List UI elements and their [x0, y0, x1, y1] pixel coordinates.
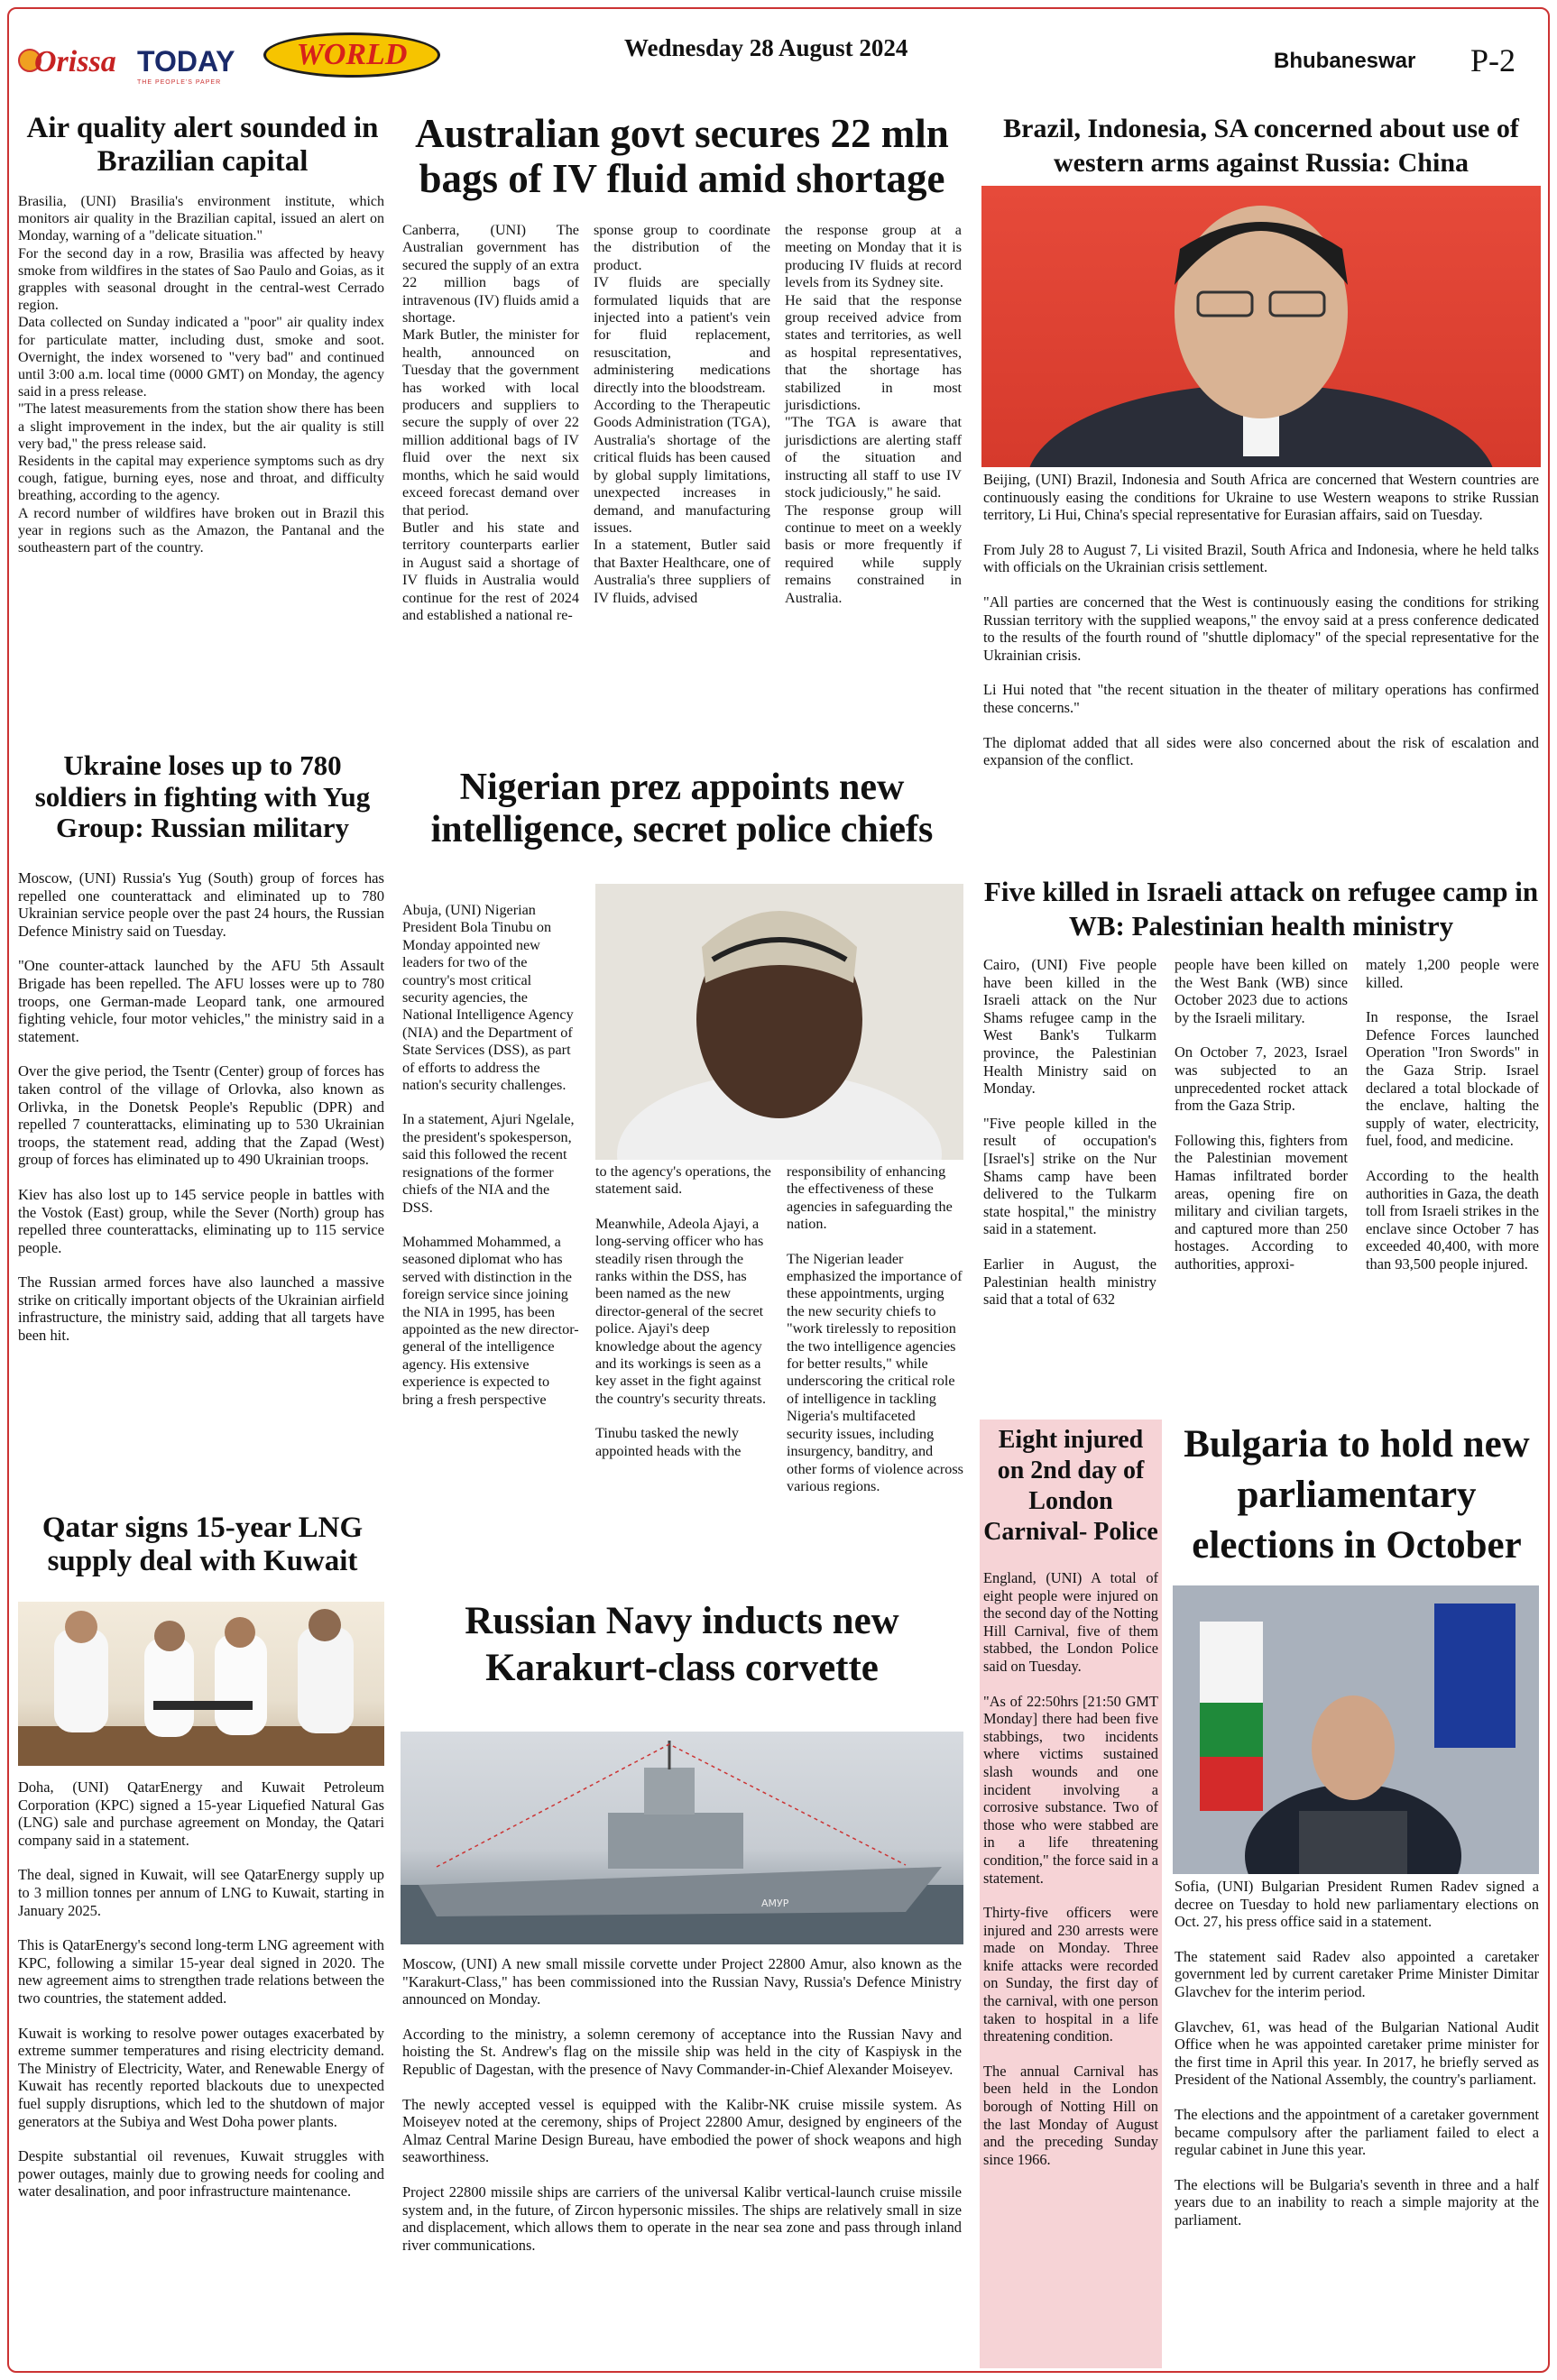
china-paragraph: "All parties are concerned that the West is continuously easing the conditions for striking Russian territory with the supplied weapons," the envoy said at a press conference dedicated to the results of the fourth round of "shuttle diplomacy" of the special representative for the Ukrainian crisis. [983, 593, 1539, 664]
navy-headline: Russian Navy inducts new Karakurt-class corvette [465, 1600, 899, 1690]
page-number: P-2 [1470, 42, 1516, 78]
qatar-paragraph: Despite substantial oil revenues, Kuwait struggles with power outages, mainly due to growing needs for cooling and water desalination, and poor infrastructure maintenance. [18, 2147, 384, 2201]
iv-headline: Australian govt secures 22 mln bags of IV fluid amid shortage [415, 111, 949, 201]
portrait-illustration [1173, 1585, 1539, 1874]
nigeria-col-3 [787, 1163, 963, 1495]
qatar-paragraph: This is QatarEnergy's second long-term LNG agreement with KPC, following a similar 15-year deal signed in 2020. The new agreement aims to strengthen trade relations between the two countries, the statement added. [18, 1936, 384, 2007]
iv-col-2: sponse group to coordinate the distribution of the product. IV fluids are specially formulated liquids that are injected into a patient's vein for fluid replacement, resuscitation, and administering medications directly into the bloodstream. According to the Therapeutic Goods Administration (TGA), Australia's shortage of the critical fluids has been caused by global supply limitations, unexpected increases in demand, and manufacturing issues. In a statement, Butler said that Baxter Healthcare, one of Australia's three suppliers of IV fluids, advised [594, 222, 770, 606]
nigeria-col-1 [402, 902, 579, 1409]
nigeria-paragraph: The Nigerian leader emphasized the importance of these appointments, urging the new security chiefs to "work tirelessly to reposition the two intelligence agencies for better results," while underscoring the critical role of intelligence in tackling Nigeria's multifaceted security issues, including insurgency, banditry, and other forms of violence across various regions. [787, 1250, 963, 1494]
navy-paragraph: Moscow, (UNI) A new small missile corvette under Project 22800 Amur, also known as the "Karakurt-Class," has been commissioned into the Russian Navy, Russia's Defence Ministry announced on Monday. [402, 1955, 962, 2008]
london-paragraph: Thirty-five officers were injured and 230 arrests were made on Monday. Three knife attacks were recorded on Sunday, the first day of the carnival, with one person taken to hospital in a life threatening condition. [983, 1904, 1158, 2045]
bulgaria-paragraph: The elections and the appointment of a caretaker government became compulsory after the parliament failed to elect a regular cabinet in June this year. [1175, 2105, 1539, 2159]
nigeria-paragraph: Mohammed Mohammed, a seasoned diplomat who has served with distinction in the foreign service since joining the NIA in 1995, has been appointed as the new director-general of the intelligence agency. His extensive experience is expected to bring a fresh perspective [402, 1233, 579, 1408]
ship-illustration [401, 1732, 963, 1944]
iv-col-3: the response group at a meeting on Monday that it is producing IV fluids at record levels from its Sydney site. He said that the response group received advice from states and territories, as well as hospital representatives, that the shortage has stabilized in most jurisdictions. "The TGA is aware that jurisdictions are alerting staff of the situation and instructing all staff to use IV stock judiciously," he said. The response group will continue to meet on a weekly basis or more frequently if required while supply remains constrained in Australia. [785, 222, 962, 606]
portrait-illustration [981, 186, 1541, 467]
ukraine-body [18, 869, 384, 1362]
bulgaria-paragraph: The statement said Radev also appointed a caretaker government led by current caretaker Prime Minister Dimitar Glavchev for the interim period. [1175, 1947, 1539, 2000]
qatar-paragraph: Doha, (UNI) QatarEnergy and Kuwait Petroleum Corporation (KPC) signed a 15-year Liquefied Natural Gas (LNG) sale and purchase agreement on Monday, the Qatari company said in a statement. [18, 1778, 384, 1849]
london-paragraph: England, (UNI) A total of eight people were injured on the second day of the Notting Hill Carnival, five of them stabbed, the London Police said on Tuesday. [983, 1569, 1158, 1675]
logo-tag: THE PEOPLE'S PAPER [137, 79, 222, 86]
qatar-headline: Qatar signs 15-year LNG supply deal with Kuwait [41, 1512, 364, 1577]
ukraine-paragraph: "One counter-attack launched by the AFU 5th Assault Brigade has been repelled. The AFU losses were up to 780 troops, one German-made Leopard tank, one armoured fighting vehicle, four motor vehicles," the ministry said in a statement. [18, 957, 384, 1045]
london-body [983, 1569, 1158, 2168]
nigeria-col-2 [595, 1163, 772, 1460]
ukraine-headline: Ukraine loses up to 780 soldiers in fighting with Yug Group: Russian military [34, 749, 371, 844]
israel-col-2 [1175, 956, 1348, 1273]
israel-paragraph: Cairo, (UNI) Five people have been killed in the Israeli attack on the Nur Shams refugee camp in the West Bank's Tulkarm province, the Palestinian Health Ministry said on Monday. [983, 956, 1156, 1098]
israel-col-1 [983, 956, 1156, 1309]
ship-name-label: АМУР [761, 1898, 789, 1909]
israel-paragraph: According to the health authorities in Gaza, the death toll from Israeli strikes in the enclave since October 7 has exceeded 40,400, with more than 93,500 people injured. [1366, 1166, 1539, 1273]
israel-paragraph: On October 7, 2023, Israel was subjected to an unprecedented rocket attack from the Gaza Strip. [1175, 1043, 1348, 1115]
china-paragraph: Li Hui noted that "the recent situation in the theater of military operations has confirmed these concerns." [983, 681, 1539, 716]
iv-col-1: Canberra, (UNI) The Australian government has secured the supply of an extra 22 million bags of intravenous (IV) fluids amid a shortage. Mark Butler, the minister for health, announced on Tuesday that the government has worked with local producers and suppliers to secure the supply of over 22 million additional bags of IV fluid over the next six months, which he said would exceed forecast demand over that period. Butler and his state and territory counterparts earlier in August said a shortage of IV fluids in Australia would continue for the rest of 2024 and established a national re- [402, 222, 579, 623]
qatar-signing-photo [18, 1602, 384, 1766]
portrait-illustration [595, 884, 963, 1160]
nigeria-paragraph: to the agency's operations, the statement said. [595, 1163, 771, 1198]
qatar-paragraph: The deal, signed in Kuwait, will see QatarEnergy supply up to 3 million tonnes per annum of LNG to Kuwait, starting in January 2025. [18, 1866, 384, 1919]
china-paragraph: Beijing, (UNI) Brazil, Indonesia and South Africa are concerned that Western countries are continuously easing the conditions for Ukraine to use Western weapons to strike Russian territory, Li Hui, China's special representative for Eurasian affairs, said on Tuesday. [983, 471, 1539, 524]
nigeria-paragraph: Tinubu tasked the newly appointed heads with the [595, 1425, 742, 1459]
israel-paragraph: Earlier in August, the Palestinian health ministry said that a total of 632 [983, 1254, 1156, 1309]
tinubu-photo [595, 884, 963, 1160]
nigeria-paragraph: In a statement, Ajuri Ngelale, the president's spokesperson, said this followed the recent resignations of the former chiefs of the NIA and the DSS. [402, 1111, 575, 1216]
israel-paragraph: "Five people killed in the result of occupation's [Israel's] strike on the Nur Shams camp have been delivered to the Tulkarm state hospital," the ministry said in a statement. [983, 1114, 1156, 1238]
corvette-photo [401, 1732, 963, 1944]
london-paragraph: "As of 22:50hrs [21:50 GMT Monday] there had been five stabbings, two incidents where victims sustained slash wounds and one incident involving a corrosive substance. Two of those who were stabbed are in a life threatening condition," the force said in a statement. [983, 1692, 1158, 1887]
israel-paragraph: people have been killed on the West Bank (WB) since October 2023 due to actions by the Israeli military. [1175, 956, 1348, 1026]
logo-today: TODAY [137, 45, 235, 78]
city: Bhubaneswar [1274, 49, 1416, 73]
ukraine-paragraph: Over the give period, the Tsentr (Center) group of forces has taken control of the village of Orlovka, also known as Orlivka, in the Donetsk People's Republic (DPR) and repelled 7 counterattacks, eliminating up to 530 Ukrainian troops, the statement read, adding that the Zapad (West) group of forces has eliminated up to 490 Ukrainian troops. [18, 1062, 384, 1169]
nigeria-paragraph: responsibility of enhancing the effectiveness of these agencies in safeguarding the nation. [787, 1163, 953, 1233]
logo-orissa: Orissa [34, 45, 116, 78]
air-paragraph: Brasilia, (UNI) Brasilia's environment institute, which monitors air quality in the Brazilian capital, issued an alert on Monday, warning of a "delicate situation." For the second day in a row, Brasilia was affected by heavy smoke from wildfires in the states of Sao Paulo and Goias, as it grapples with seasonal drought in the central-west Cerrado region. Data collected on Sunday indicated a "poor" air quality index for particulate matter, including dust, smoke and soot. Overnight, the index worsened to "very bad" and continued until 3:00 a.m. local time (0000 GMT) on Monday, the agency said in a press release. "The latest measurements from the station show there has been a slight improvement in the index, but the air quality is still very bad," the press release said. Residents in the capital may experience symptoms such as dry cough, fatigue, burning eyes, nose and throat, and difficulty breathing, according to the agency. A record number of wildfires have broken out in Brazil this year in regions such as the Amazon, the Pantanal and the southeastern part of the country. [18, 194, 384, 556]
israel-headline: Five killed in Israeli attack on refugee camp in WB: Palestinian health ministry [983, 876, 1539, 942]
london-paragraph: The annual Carnival has been held in the London borough of Notting Hill on the last Monday of August and the preceding Sunday since 1966. [983, 2062, 1158, 2168]
ukraine-paragraph: Moscow, (UNI) Russia's Yug (South) group of forces has repelled one counterattack and eliminated up to 780 Ukrainian service people over the past 24 hours, the Russian Defence Ministry said on Tuesday. [18, 869, 384, 940]
qatar-paragraph: Kuwait is working to resolve power outages exacerbated by extreme summer temperatures and rising electricity demand. The Ministry of Electricity, Water, and Renewable Energy of Kuwait has recently reported blackouts due to unexpected fuel supply disruptions, which led to the shutdown of major generators at the Subiya and West Doha power plants. [18, 2024, 384, 2130]
issue-date: Wednesday 28 August 2024 [624, 34, 908, 61]
bulgaria-paragraph: Sofia, (UNI) Bulgarian President Rumen Radev signed a decree on Tuesday to hold new parliamentary elections on Oct. 27, his press office said in a statement. [1175, 1878, 1539, 1931]
israel-paragraph: Following this, fighters from the Palestinian movement Hamas infiltrated border areas, opening fire on military and civilian targets, and captured more than 250 hostages. According to authorities, approxi- [1175, 1131, 1348, 1273]
signing-illustration [18, 1602, 384, 1766]
li-hui-photo [981, 186, 1541, 467]
masthead [18, 14, 1543, 105]
air-body [18, 193, 384, 556]
nigeria-paragraph: Abuja, (UNI) Nigerian President Bola Tinubu on Monday appointed new leaders for two of the country's most critical security agencies, the National Intelligence Agency (NIA) and the Department of State Services (DSS), as part of efforts to address the nation's security challenges. [402, 902, 574, 1094]
navy-paragraph: Project 22800 missile ships are carriers of the universal Kalibr vertical-launch cruise missile system and, in the future, of Zircon hypersonic missiles. The ships are relatively small in size and displacement, which allows them to operate in the near sea zone and pass through inland river communications. [402, 2182, 962, 2254]
navy-paragraph: According to the ministry, a solemn ceremony of acceptance into the Russian Navy and hoisting the St. Andrew's flag on the missile ship was held in the city of Kaspiysk in the Republic of Dagestan, with the presence of Navy Commander-in-Chief Alexander Moiseyev. [402, 2025, 962, 2078]
china-body [983, 471, 1539, 769]
china-paragraph: From July 28 to August 7, Li visited Brazil, South Africa and Indonesia, where he held talks with officials on the Ukrainian crisis settlement. [983, 540, 1539, 576]
london-headline: Eight injured on 2nd day of London Carnival- Police [983, 1426, 1158, 1547]
nigeria-headline: Nigerian prez appoints new intelligence, secret police chiefs [430, 767, 934, 851]
navy-body [402, 1955, 962, 2254]
qatar-body [18, 1778, 384, 2218]
bulgaria-paragraph: Glavchev, 61, was head of the Bulgarian National Audit Office when he was appointed caretaker prime minister for the first time in April this year. In 2017, he briefly served as President of the National Assembly, the country's parliament. [1175, 2017, 1539, 2089]
air-headline: Air quality alert sounded in Brazilian capital [26, 112, 379, 178]
ukraine-paragraph: Kiev has also lost up to 145 service people in battles with the Vostok (East) group, while the Sever (North) group has repelled three counterattacks, eliminating up to 115 service people. [18, 1185, 384, 1256]
bulgaria-headline: Bulgaria to hold new parliamentary elections in October [1184, 1423, 1530, 1567]
navy-paragraph: The newly accepted vessel is equipped with the Kalibr-NK cruise missile system. As Moiseyev noted at the ceremony, ships of Project 22800 Amur, designed by engineers of the Almaz Central Marine Design Bureau, have embodied the power of shock weapons and high seaworthiness. [402, 2095, 962, 2166]
section-label: WORLD [296, 38, 408, 71]
nigeria-paragraph: Meanwhile, Adeola Ajayi, a long-serving officer who has steadily risen through the ranks within the DSS, has been named as the new director-general of the secret police. Ajayi's deep knowledge about the agency and its workings is seen as a key asset in the fight against the country's security threats. [595, 1215, 767, 1407]
china-headline: Brazil, Indonesia, SA concerned about use of western arms against Russia: China [1003, 114, 1519, 179]
radev-photo [1173, 1585, 1539, 1874]
ukraine-paragraph: The Russian armed forces have also launched a massive strike on critically important objects of the Ukrainian airfield infrastructure, the ministry said, adding that all targets have been hit. [18, 1273, 384, 1345]
bulgaria-paragraph: The elections will be Bulgaria's seventh in three and a half years due to an inability to reach a simple majority at the parliament. [1175, 2175, 1539, 2228]
china-paragraph: The diplomat added that all sides were also concerned about the risk of escalation and expansion of the conflict. [983, 733, 1539, 769]
israel-col-3 [1366, 956, 1539, 1273]
israel-paragraph: mately 1,200 people were killed. [1366, 956, 1539, 991]
bulgaria-body [1175, 1878, 1539, 2229]
israel-paragraph: In response, the Israel Defence Forces launched Operation "Iron Swords" in the Gaza Strip. Israel declared a total blockade of the enclave, halting the supply of water, electricity, fuel, food, and medicine. [1366, 1008, 1539, 1150]
iv-body [402, 222, 962, 624]
logo [18, 41, 244, 88]
